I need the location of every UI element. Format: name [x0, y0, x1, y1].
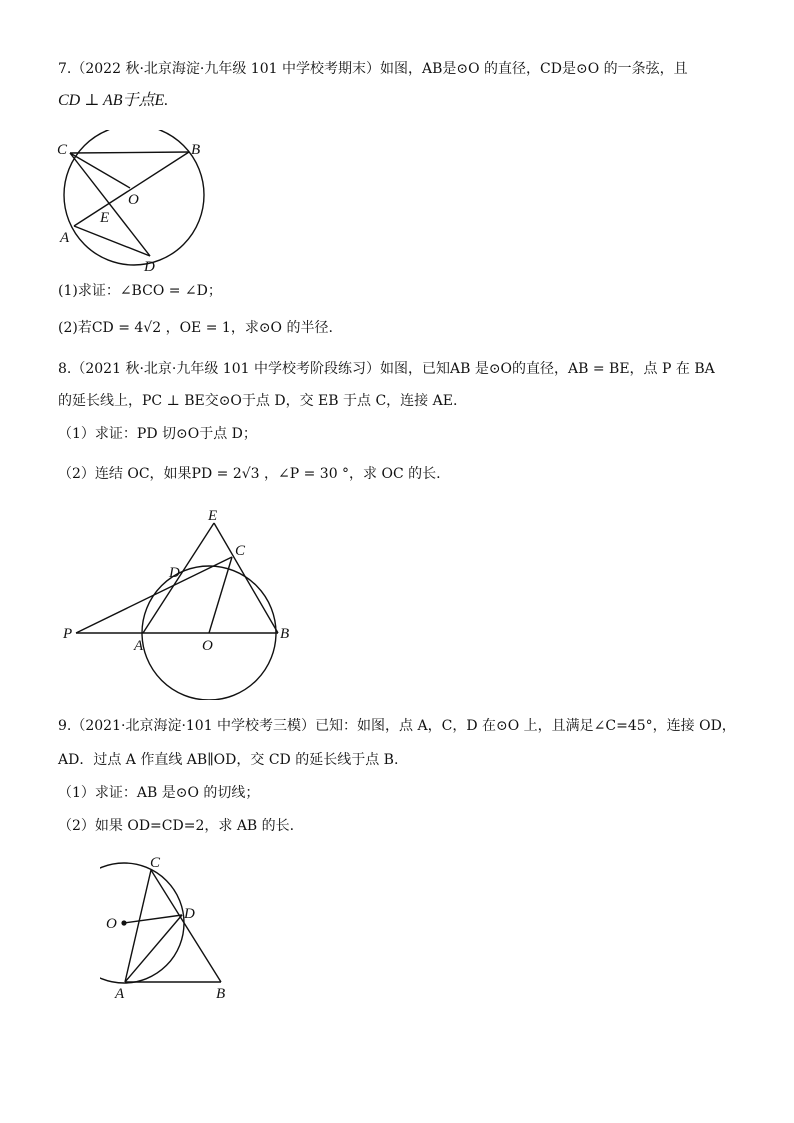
p9-part2: （2）如果 OD=CD=2，求 AB 的长.: [58, 818, 295, 834]
p9-source: （2021·北京海淀·101 中学校考三模）: [71, 718, 316, 734]
p9-label-D: D: [184, 906, 195, 922]
p8-label-E: E: [208, 508, 218, 524]
p9-line-OD: [124, 915, 182, 923]
p9-label-O: O: [106, 916, 117, 932]
p7-label-A: A: [60, 230, 70, 246]
p8-part1: （1）求证：PD 切⊙O于点 D；: [58, 426, 257, 442]
p7-part1: (1)求证：∠BCO = ∠D；: [58, 283, 222, 299]
p9-center-point: [121, 920, 126, 925]
p9-figure: [100, 855, 240, 1003]
p7-label-E: E: [100, 210, 110, 226]
p9-label-C: C: [150, 855, 161, 871]
p8-label-A: A: [134, 638, 144, 654]
p7-number: 7.: [58, 61, 72, 77]
p9-line-AC: [125, 870, 151, 982]
p7-label-C: C: [57, 142, 68, 158]
p8-line-OC: [209, 557, 232, 633]
p9-stem-line1: [58, 716, 736, 736]
p7-figure: [52, 130, 222, 275]
p8-label-D: D: [169, 565, 180, 581]
p9-stem-text: 已知：如图，点 A，C，D 在⊙O 上，且满足∠C=45°，连接 OD，: [315, 718, 736, 734]
p8-line-EB: [214, 523, 278, 633]
p7-stem-line1: [58, 59, 688, 79]
p8-figure: [60, 505, 310, 700]
p8-label-O: O: [202, 638, 213, 654]
p9-label-B: B: [216, 986, 226, 1002]
p7-part2: (2)若CD = 4√2 ，OE = 1，求⊙O 的半径.: [58, 320, 333, 336]
p8-label-C: C: [235, 543, 246, 559]
p9-line-CB: [151, 870, 221, 982]
p8-label-B: B: [280, 626, 290, 642]
p7-chord-CB: [70, 152, 189, 153]
p9-line-AD: [125, 915, 182, 982]
p7-stem-line2: CD ⊥ AB于点E.: [58, 92, 169, 109]
p7-label-D: D: [144, 259, 155, 275]
p9-number: 9.: [58, 718, 72, 734]
p7-label-B: B: [191, 142, 201, 158]
p7-segment-CO: [70, 153, 130, 188]
p8-stem-text: 如图，已知AB 是⊙O的直径，AB = BE，点 P 在 BA: [379, 361, 715, 377]
p8-stem-line1: [58, 359, 715, 379]
p8-stem-line2: 的延长线上，PC ⊥ BE交⊙O于点 D，交 EB 于点 C，连接 AE.: [58, 393, 458, 409]
p7-diameter-AB: [74, 152, 189, 226]
p7-stem-text: 如图，AB是⊙O 的直径，CD是⊙O 的一条弦，且: [379, 61, 688, 77]
p8-label-P: P: [63, 626, 73, 642]
p8-source: （2021 秋·北京·九年级 101 中学校考阶段练习）: [71, 361, 380, 377]
p7-label-O: O: [128, 192, 139, 208]
p8-part2: （2）连结 OC，如果PD = 2√3 ，∠P = 30 °，求 OC 的长.: [58, 466, 441, 482]
p9-stem-line2: AD．过点 A 作直线 AB∥OD，交 CD 的延长线于点 B.: [58, 752, 399, 768]
p8-number: 8.: [58, 361, 72, 377]
p9-label-A: A: [115, 986, 125, 1002]
p7-source: （2022 秋·北京海淀·九年级 101 中学校考期末）: [71, 61, 380, 77]
p8-line-PC: [76, 557, 232, 633]
p9-part1: （1）求证：AB 是⊙O 的切线；: [58, 785, 260, 801]
